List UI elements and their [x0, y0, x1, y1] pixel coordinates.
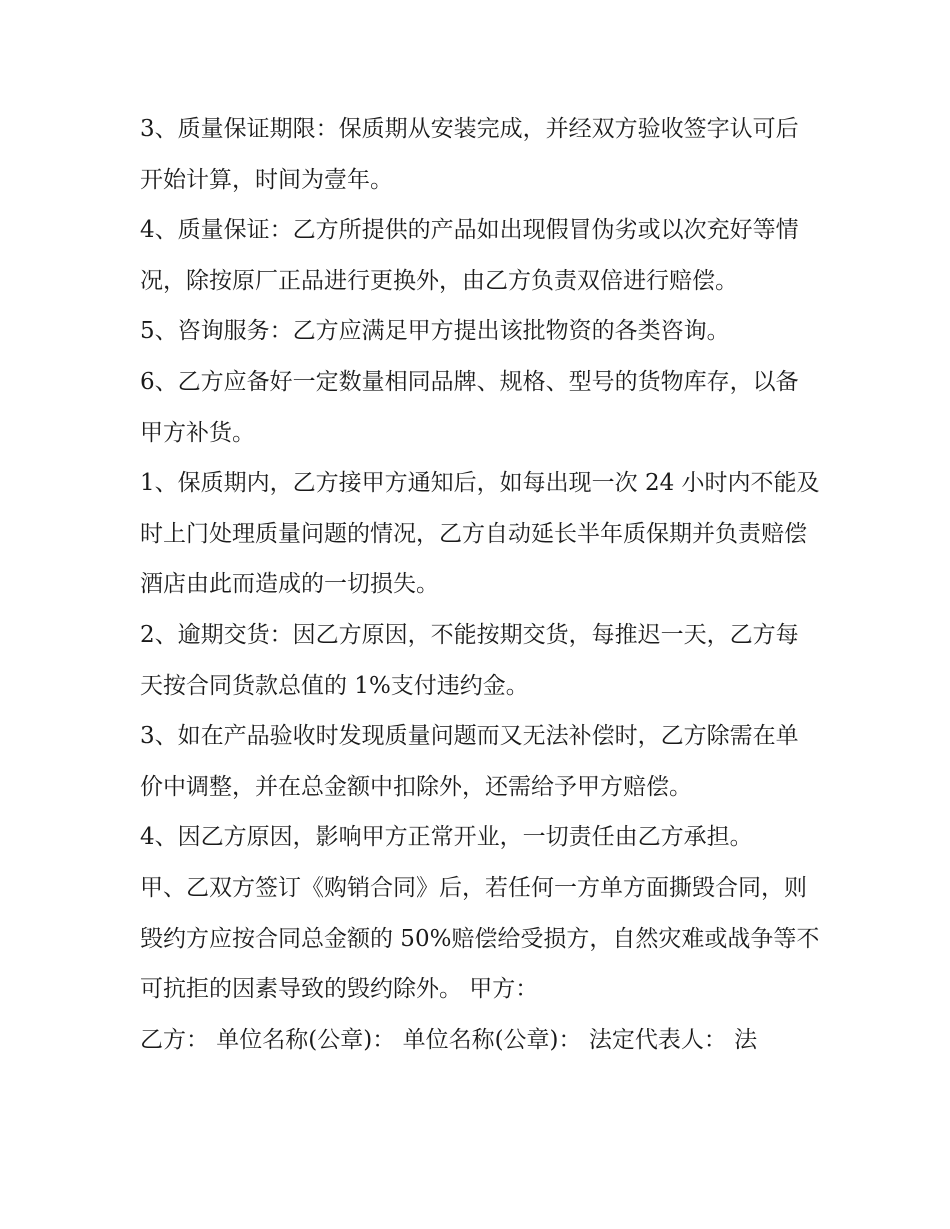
penalty-opening-impact: 4、因乙方原因，影响甲方正常开业，一切责任由乙方承担。 — [140, 824, 753, 851]
clause-quality-guarantee: 4、质量保证：乙方所提供的产品如出现假冒伪劣或以次充好等情况，除按原厂正品进行更换外，由乙方负责双倍进行赔偿。 — [140, 217, 799, 294]
clause-warranty-period: 3、质量保证期限：保质期从安装完成，并经双方验收签字认可后开始计算，时间为壹年。 — [140, 116, 799, 193]
document-body — [140, 104, 820, 1065]
penalty-quality-issue: 3、如在产品验收时发现质量问题而又无法补偿时，乙方除需在单价中调整，并在总金额中扣除外，还需给予甲方赔偿。 — [140, 723, 799, 800]
signature-block: 乙方： 单位名称(公章)： 单位名称(公章)： 法定代表人： 法 — [140, 1026, 758, 1053]
clause-breach-of-contract: 甲、乙双方签订《购销合同》后，若任何一方单方面撕毁合同，则毁约方应按合同总金额的 50%赔偿给受损方，自然灾难或战争等不可抗拒的因素导致的毁约除外。 甲方： — [140, 874, 820, 1003]
clause-consulting-service: 5、咨询服务：乙方应满足甲方提出该批物资的各类咨询。 — [140, 318, 730, 345]
penalty-late-delivery: 2、逾期交货：因乙方原因，不能按期交货，每推迟一天，乙方每天按合同货款总值的 1%支付违约金。 — [140, 621, 799, 699]
clause-stock-reserve: 6、乙方应备好一定数量相同品牌、规格、型号的货物库存，以备甲方补货。 — [140, 368, 799, 446]
penalty-warranty-response: 1、保质期内，乙方接甲方通知后，如每出现一次 24 小时内不能及时上门处理质量问题的情况，乙方自动延长半年质保期并负责赔偿酒店由此而造成的一切损失。 — [140, 470, 820, 598]
